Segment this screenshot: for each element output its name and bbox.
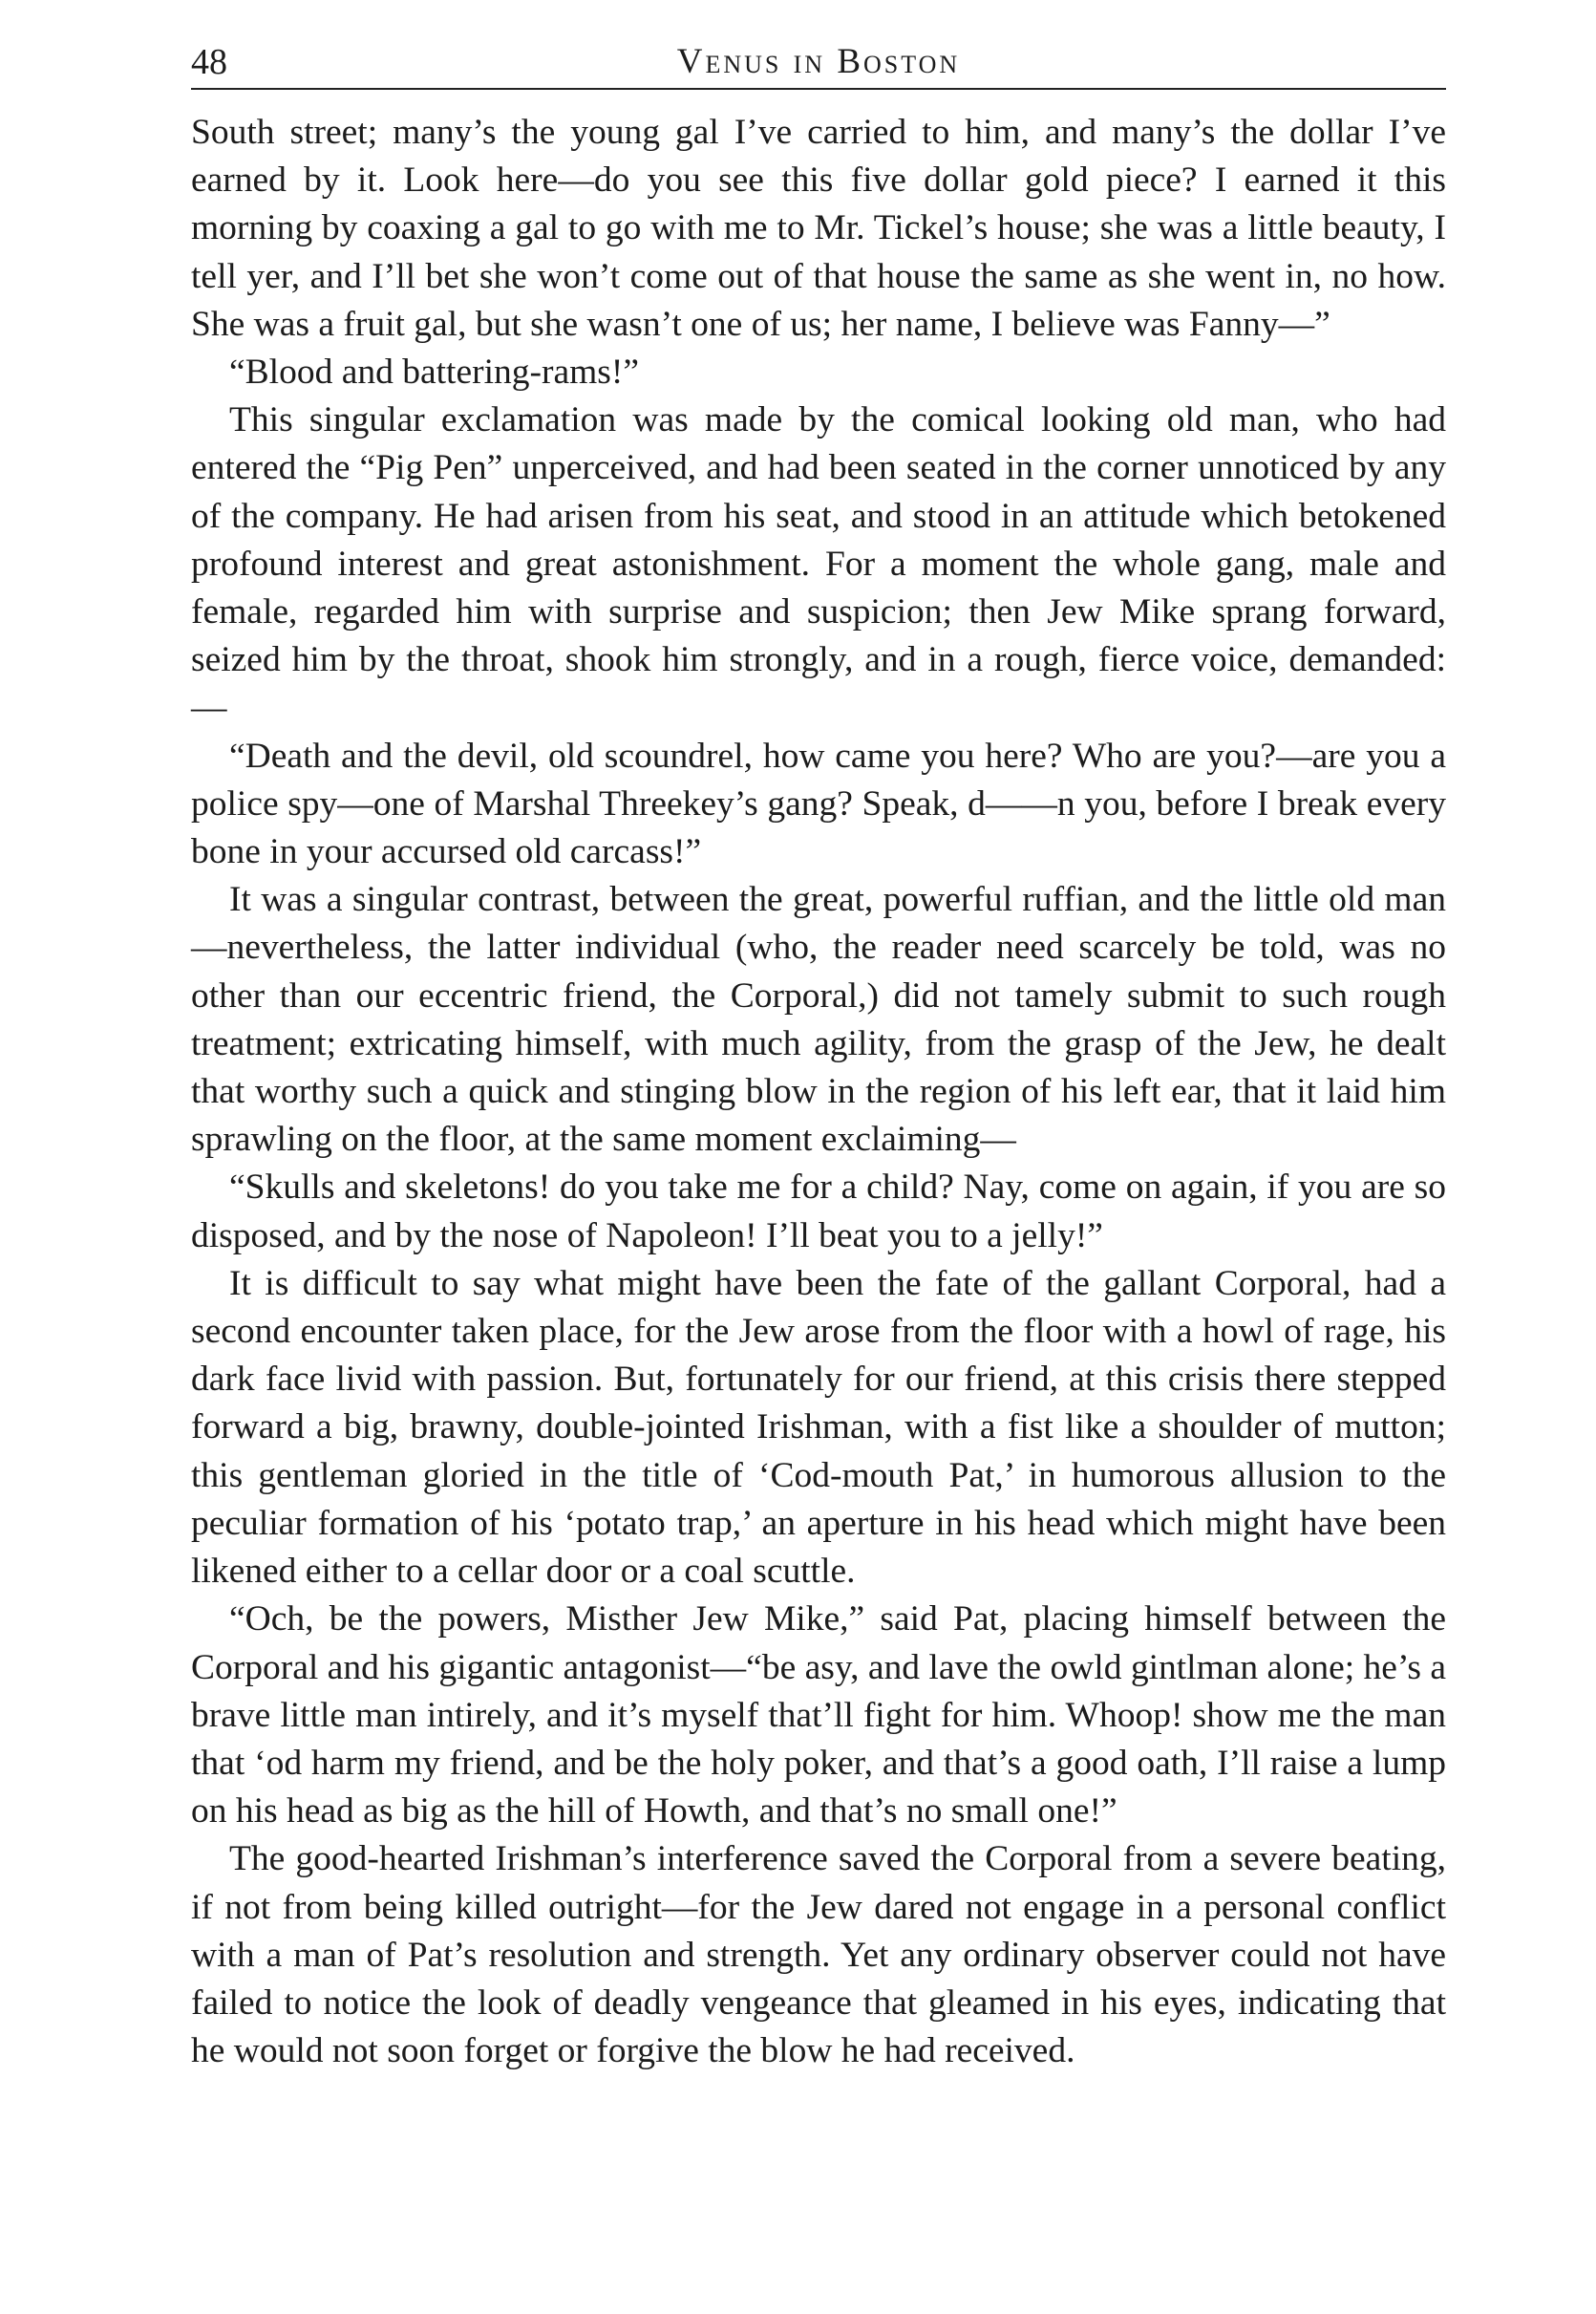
paragraph: “Blood and battering-rams!” (229, 353, 640, 393)
header-rule (191, 88, 1446, 90)
paragraph: The good-hearted Irishman’s interference saved the Corporal from a severe beating, if not from being killed outright—for the Jew dared not engage in a personal conflict with a man of Pat’s resolution and strength. Yet any ordinary observer could not have failed to notice the look of deadly vengeance that gleamed in his eyes, indicating that he would not soon forget or forgive the blow he had received. (191, 1839, 1446, 2071)
running-head (191, 38, 1446, 86)
page-number: 48 (191, 42, 227, 82)
paragraph: It is difficult to say what might have been the fate of the gallant Corporal, had a second encounter taken place, for the Jew arose from the floor with a howl of rage, his dark face livid with passion. But, fortunately for our friend, at this crisis there stepped forward a big, brawny, double-jointed Irishman, with a fist like a shoulder of mutton; this gentleman gloried in the title of ‘Cod-mouth Pat,’ in humorous allusion to the peculiar formation of his ‘potato trap,’ an aperture in his head which might have been likened either to a cellar door or a coal scuttle. (191, 1263, 1446, 1592)
paragraph: South street; many’s the young gal I’ve carried to him, and many’s the dollar I’ve earned by it. Look here—do you see this five dollar gold piece? I earned it this morning by coaxing a gal to go with me to Mr. Tickel’s house; she was a little beauty, I tell yer, and I’ll bet she won’t come out of that house the same as she went in, no how. She was a fruit gal, but she wasn’t one of us; her name, I believe was Fanny—” (191, 113, 1446, 344)
running-title: Venus in Boston (676, 42, 961, 81)
paragraph: “Skulls and skeletons! do you take me for a child? Nay, come on again, if you are so disposed, and by the nose of Napoleon! I’ll beat you to a jelly!” (191, 1168, 1446, 1255)
body-text (191, 109, 1446, 2075)
paragraph: It was a singular contrast, between the great, powerful ruffian, and the little old man—nevertheless, the latter individual (who, the reader need scarcely be told, was no other than our eccentric friend, the Corporal,) did not tamely submit to such rough treatment; extricating himself, with much agility, from the grasp of the Jew, he dealt that worthy such a quick and stinging blow in the region of his left ear, that it laid him sprawling on the floor, at the same moment exclaiming— (191, 880, 1446, 1160)
paragraph: “Och, be the powers, Misther Jew Mike,” said Pat, placing himself between the Corporal and his gigantic antagonist—“be asy, and lave the owld gintlman alone; he’s a brave little man intirely, and it’s myself that’ll fight for him. Whoop! show me the man that ‘od harm my friend, and be the holy poker, and that’s a good oath, I’ll raise a lump on his head as big as the hill of Howth, and that’s no small one!” (191, 1599, 1446, 1832)
paragraph: “Death and the devil, old scoundrel, how came you here? Who are you?—are you a police spy—one of Marshal Threekey’s gang? Speak, d——n you, before I break every bone in your accursed old carcass!” (191, 736, 1446, 872)
paragraph: This singular exclamation was made by the comical looking old man, who had entered the “Pig Pen” unperceived, and had been seated in the corner unnoticed by any of the company. He had arisen from his seat, and stood in an attitude which betokened profound interest and great astonishment. For a moment the whole gang, male and female, regarded him with surprise and suspicion; then Jew Mike sprang forward, seized him by the throat, shook him strongly, and in a rough, fierce voice, demanded:— (191, 400, 1446, 728)
